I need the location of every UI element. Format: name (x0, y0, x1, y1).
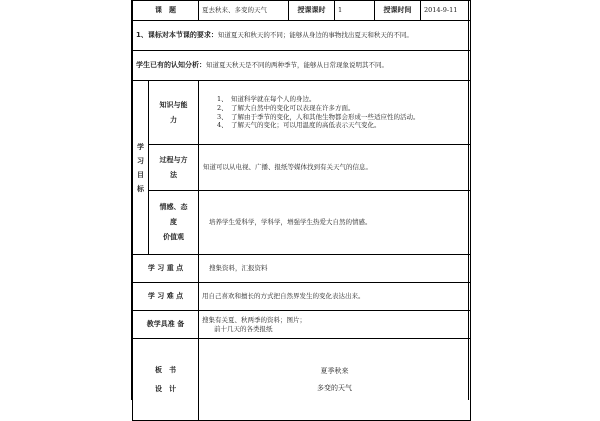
emotion-text: 培养学生爱科学，学科学，增强学生热爱大自然的情感。 (199, 191, 471, 255)
materials-line: 搜集有关夏、秋两季的资料；图片； (202, 315, 306, 324)
requirement-label: 1、课标对本节课的要求： (136, 30, 218, 39)
board-line: 多变的天气 (317, 383, 352, 392)
list-item-num: 4、 (217, 121, 228, 130)
process-label-line: 法 (170, 170, 177, 179)
board-line: 夏季秋来 (320, 366, 349, 375)
key-points-row (133, 255, 471, 283)
knowledge-list (199, 81, 471, 145)
list-item-num: 2、 (217, 103, 228, 112)
board-label (133, 339, 199, 421)
goal-knowledge-row (133, 81, 471, 145)
list-item-text: 了解天气的变化；可以用温度的高低表示天气变化。 (231, 121, 381, 130)
cognition-cell (133, 51, 471, 81)
cognition-label: 学生已有的认知分析： (136, 60, 206, 69)
list-item-text: 了解大自然中的变化可以表现在许多方面。 (231, 103, 355, 112)
knowledge-label (149, 81, 199, 145)
goals-side-label (133, 81, 149, 255)
date-value: 2014-9-11 (421, 1, 471, 21)
topic-value: 夏去秋来、多变的天气 (199, 1, 289, 21)
list-item-text: 知道科学就在每个人的身边。 (231, 94, 316, 103)
lesson-plan-table (132, 0, 471, 421)
goals-side-char: 目 (137, 170, 144, 179)
key-points-label: 学 习 重 点 (133, 255, 199, 283)
requirement-text: 知道夏天和秋天的不同；能够从身边的事物找出夏天和秋天的不同。 (217, 30, 413, 39)
goal-emotion-row (133, 191, 471, 255)
key-points-text: 搜集资料，汇报资料 (199, 255, 471, 283)
hours-value: 1 (335, 1, 375, 21)
list-item (217, 104, 466, 113)
board-content (199, 339, 471, 421)
requirement-cell (133, 21, 471, 51)
emotion-label-line: 情感、态 (159, 203, 188, 212)
header-row (133, 1, 471, 21)
materials-cell (199, 311, 471, 339)
lesson-plan-sheet (131, 0, 469, 400)
knowledge-label-line: 知识与能 (159, 100, 188, 109)
list-item (217, 113, 466, 122)
emotion-label (149, 191, 199, 255)
requirement-row (133, 21, 471, 51)
board-label-line: 板 书 (155, 366, 176, 375)
goals-side-char: 标 (137, 184, 144, 193)
emotion-label-line: 价值观 (163, 232, 184, 241)
process-label (149, 145, 199, 191)
list-item (217, 121, 466, 130)
cognition-text: 知道夏天秋天是不同的两种季节，能够从日常现象说明其不同。 (206, 60, 388, 69)
date-label: 授课时间 (375, 1, 421, 21)
goals-side-char: 习 (137, 156, 144, 165)
knowledge-label-line: 力 (170, 115, 177, 124)
materials-row (133, 311, 471, 339)
difficulties-label: 学 习 难 点 (133, 283, 199, 311)
process-label-line: 过程与方 (159, 155, 188, 164)
materials-line: 前十几天的各类报纸 (214, 324, 273, 333)
emotion-label-line: 度 (170, 218, 177, 227)
topic-label: 课 题 (133, 1, 199, 21)
list-item-text: 了解由于季节的变化，人和其他生物都会形成一些适应性的活动。 (231, 112, 420, 121)
process-text: 知道可以从电视、广播、报纸等媒体找到有关天气的信息。 (199, 145, 471, 191)
board-row (133, 339, 471, 421)
board-label-line: 设 计 (155, 384, 176, 393)
difficulties-text: 用自己喜欢和擅长的方式把自然界发生的变化表达出来。 (199, 283, 471, 311)
materials-label: 教学具准 备 (133, 311, 199, 339)
list-item-num: 1、 (217, 94, 228, 103)
hours-label: 授课课时 (289, 1, 335, 21)
list-item-num: 3、 (217, 112, 228, 121)
difficulties-row (133, 283, 471, 311)
list-item (217, 95, 466, 104)
goal-process-row (133, 145, 471, 191)
goals-side-char: 学 (137, 142, 144, 151)
cognition-row (133, 51, 471, 81)
